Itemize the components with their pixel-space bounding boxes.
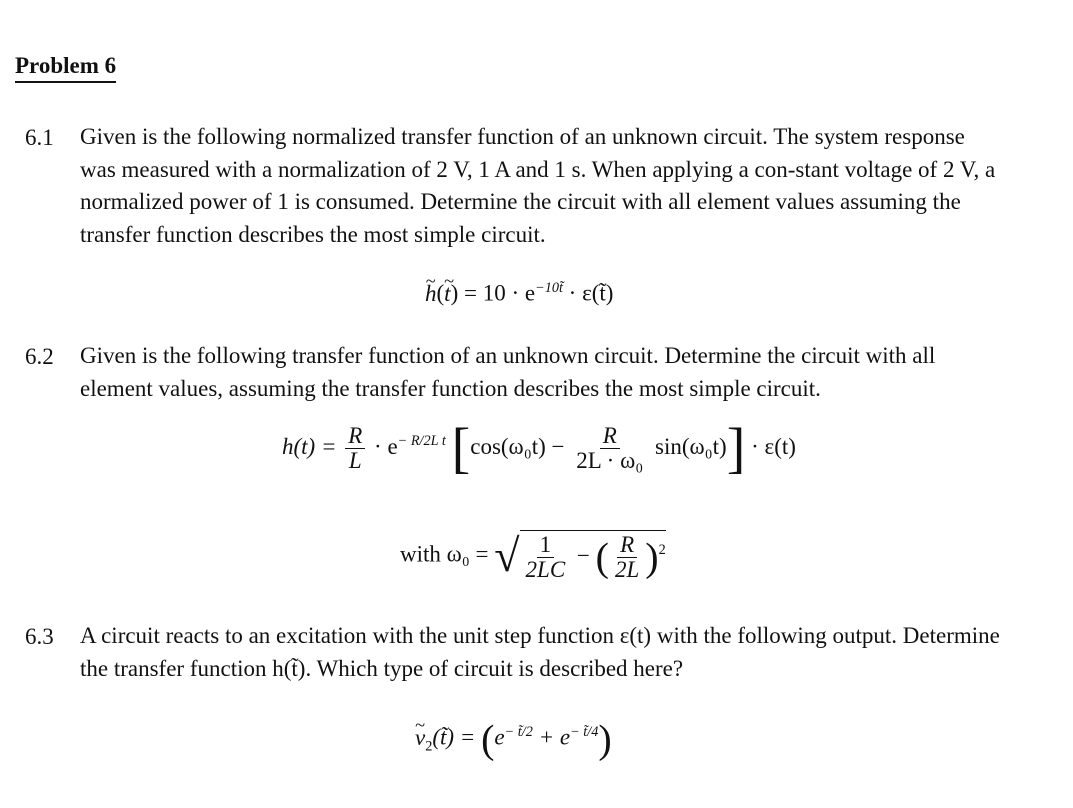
sqrt-body [520, 530, 666, 582]
eq62-frac-r-over-2lw: $\frac{R}{\text{2L · ω₀}}$ [576, 423, 644, 473]
eq63-arg: (t̃) = [432, 724, 476, 750]
eq62-lhs: h(t) = [282, 433, 337, 459]
eq62-exp-base: · e [374, 433, 398, 459]
subproblem-6-1-text: Given is the following normalized transfer function of an unknown circuit. The system response was measured with a normalization of 2 V, 1 A and 1 s. When applying a con-stant voltage of 2 V, a normalized power of 1 is consumed. Determine the circuit with all element values assuming the transfer function describes the most simple circuit. [80, 124, 996, 247]
w-minus: − [576, 542, 590, 568]
left-bracket: [ [451, 417, 471, 480]
eq61-tail: · ε(t̃) [562, 280, 614, 306]
eq63-exp2: − t̃/4 [570, 724, 599, 740]
eq63-plus-e: + e [532, 724, 571, 750]
subproblem-6-2-text: Given is the following transfer function of an unknown circuit. Determine the circuit with all element values, assuming the transfer function describes the most simple circuit. [80, 343, 936, 401]
w-frac-r-over-2l: $\frac{R}{2L}$ [614, 532, 640, 582]
omega-label: with ω₀ = [400, 541, 489, 567]
eq63-exp1: − t̃/2 [504, 724, 533, 740]
w-frac-1-over-2lc: $\frac{1}{2LC}$ [525, 532, 566, 582]
eq61-t: ~ t [444, 279, 450, 309]
problem-title: Problem 6 [15, 52, 116, 83]
eq62-exponent: − R/2L t [397, 433, 446, 450]
paren-left: ( [595, 534, 609, 580]
eq62-sin: sin(ω₀t) [655, 433, 727, 459]
w-square: 2 [658, 542, 666, 559]
eq62-cos: cos(ω₀t) − [470, 433, 565, 459]
equation-6-3 [415, 717, 612, 761]
eq62-step: · ε(t) [751, 433, 796, 459]
eq61-rhs: = 10 · e [458, 280, 536, 306]
equation-6-1: ~ h(~ $t) = 10 \cdot e^{-10t̃}$ · ε(t̃) [425, 273, 613, 309]
equation-6-2 [282, 417, 796, 480]
subproblem-6-2-number: 6.2 [25, 344, 54, 369]
subproblem-6-3-text: A circuit reacts to an excitation with the unit step function ε(t) with the following output. Determine the transfer function h(t̃). Which type of circuit is described here? [80, 623, 1000, 681]
subproblem-6-1-number: 6.1 [25, 125, 54, 150]
sqrt-sign: √ [494, 530, 520, 581]
eq63-v: ~ v [415, 723, 425, 753]
eq61-exponent: −10t̃ [535, 280, 563, 296]
eq63-e1: e [494, 724, 505, 750]
eq61-h: ~ h [425, 279, 437, 309]
paren-right: ) [645, 534, 659, 580]
subproblem-6-3-number: 6.3 [25, 624, 54, 649]
equation-omega0 [400, 530, 666, 582]
eq63-sub: 2 [425, 738, 433, 755]
right-bracket: ] [726, 417, 746, 480]
paren-right-63: ) [598, 716, 612, 762]
paren-left-63: ( [481, 716, 495, 762]
eq62-frac-r-over-l: $\frac{R}{L}$ [345, 424, 365, 473]
